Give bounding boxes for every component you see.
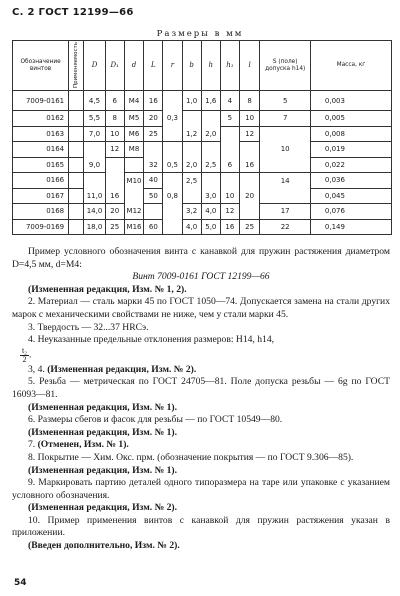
paragraph-6: 6. Размеры сбегов и фасок для резьбы — по ГОСТ 10549—80. (28, 414, 283, 426)
table-row: 0162 5,5 8 M5 20 0,3 5 10 7 0,005 (13, 111, 392, 127)
revision-note: (Введен дополнительно, Изм. № 2). (28, 540, 180, 552)
col-header-applicability: Применяемость (69, 41, 84, 91)
paragraph-example: Пример условного обозначения винта с канавкой для пружин растяжения диаметром D=4,5 мм, d=M4: (12, 246, 390, 270)
revision-note: (Измененная редакция, Изм. № 2). (28, 502, 178, 514)
paragraph-10: 10. Пример применения винтов с канавкой для пружин растяжения указан в приложении. (12, 514, 390, 539)
col-header-d: d (124, 41, 144, 91)
table-row: 7009-0161 4,5 6 M4 16 1,0 1,6 4 8 5 0,003 (13, 91, 392, 111)
table-row: 0167 11,0 16 50 0,8 3,0 10 20 0,045 (13, 188, 392, 204)
col-header-mass: Масса, кг (310, 41, 391, 91)
col-header-h: h (201, 41, 220, 91)
col-header-r: r (163, 41, 182, 91)
table-header-row (13, 41, 392, 91)
col-header-h1: h₁ (220, 41, 239, 91)
revision-note: (Измененная редакция, Изм. № 1). (28, 426, 178, 438)
paragraph-9: 9. Маркировать партию деталей одного типоразмера на таре или упаковке с указанием условного обозначения. (12, 477, 390, 501)
paragraph-7: 7. (Отменен, Изм. № 1). (28, 439, 129, 451)
paragraph-3: 3. Твердость — 32...37 HRCэ. (28, 321, 149, 333)
table-row: 7009-0169 18,0 25 M16 60 4,0 5,0 16 25 22 0,149 (13, 219, 392, 235)
paragraph-5: 5. Резьба — метрическая по ГОСТ 24705—81. Поле допуска резьбы — 6g по ГОСТ 16093—81. (12, 376, 390, 400)
revision-note: (Измененная редакция, Изм. № 1). (28, 401, 178, 413)
paragraph-2: 2. Материал — сталь марки 45 по ГОСТ 1050—74. Допускается замена на стали других марок с механическими свойствами не ниже, чем у стали марки 45. (12, 296, 390, 320)
table-row: 0163 7,0 10 M6 25 1,2 2,0 12 0,008 (13, 126, 392, 142)
page-header: С. 2 ГОСТ 12199—66 (12, 7, 134, 18)
table-caption: Размеры в мм (156, 29, 244, 39)
table-row: 0166 M10 40 2,5 14 0,036 (13, 173, 392, 189)
page-number: 54 (14, 578, 27, 588)
col-header-designation: Обозначение винтов (13, 41, 69, 91)
col-header-l: l (239, 41, 260, 91)
paragraph-4-fraction: $\frac{\text{t₂}}{2}$ . (22, 345, 32, 364)
paragraph-4: 4. Неуказанные предельные отклонения размеров: H14, h14, (28, 334, 275, 346)
document-body (12, 246, 390, 553)
paragraph-3-4: 3, 4. (Измененная редакция, Изм. № 2). (28, 363, 197, 375)
paragraph-8: 8. Покрытие — Хим. Окс. прм. (обозначение покрытия — по ГОСТ 9.306—85). (28, 451, 354, 463)
col-header-L: L (144, 41, 163, 91)
revision-note: (Измененная редакция, Изм. № 1, 2). (28, 283, 187, 295)
col-header-D: D (84, 41, 106, 91)
dimensions-table (12, 40, 392, 235)
example-designation: Винт 7009-0161 ГОСТ 12199—66 (132, 271, 270, 283)
table-row: 0168 14,0 20 M12 3,2 4,0 12 17 0,076 (13, 204, 392, 220)
col-header-D1: D₁ (105, 41, 124, 91)
table-row: 0164 12 M8 10 0,019 (13, 142, 392, 158)
col-header-b: b (182, 41, 201, 91)
col-header-S: S (поле) допуска h14) (260, 41, 310, 91)
revision-note: (Измененная редакция, Изм. № 1). (28, 464, 178, 476)
tolerance-fraction: $\frac{\text{t₂}}{2}$ (22, 345, 28, 364)
table-row: 0165 9,0 32 0,5 2,0 2,5 6 16 0,022 (13, 157, 392, 173)
